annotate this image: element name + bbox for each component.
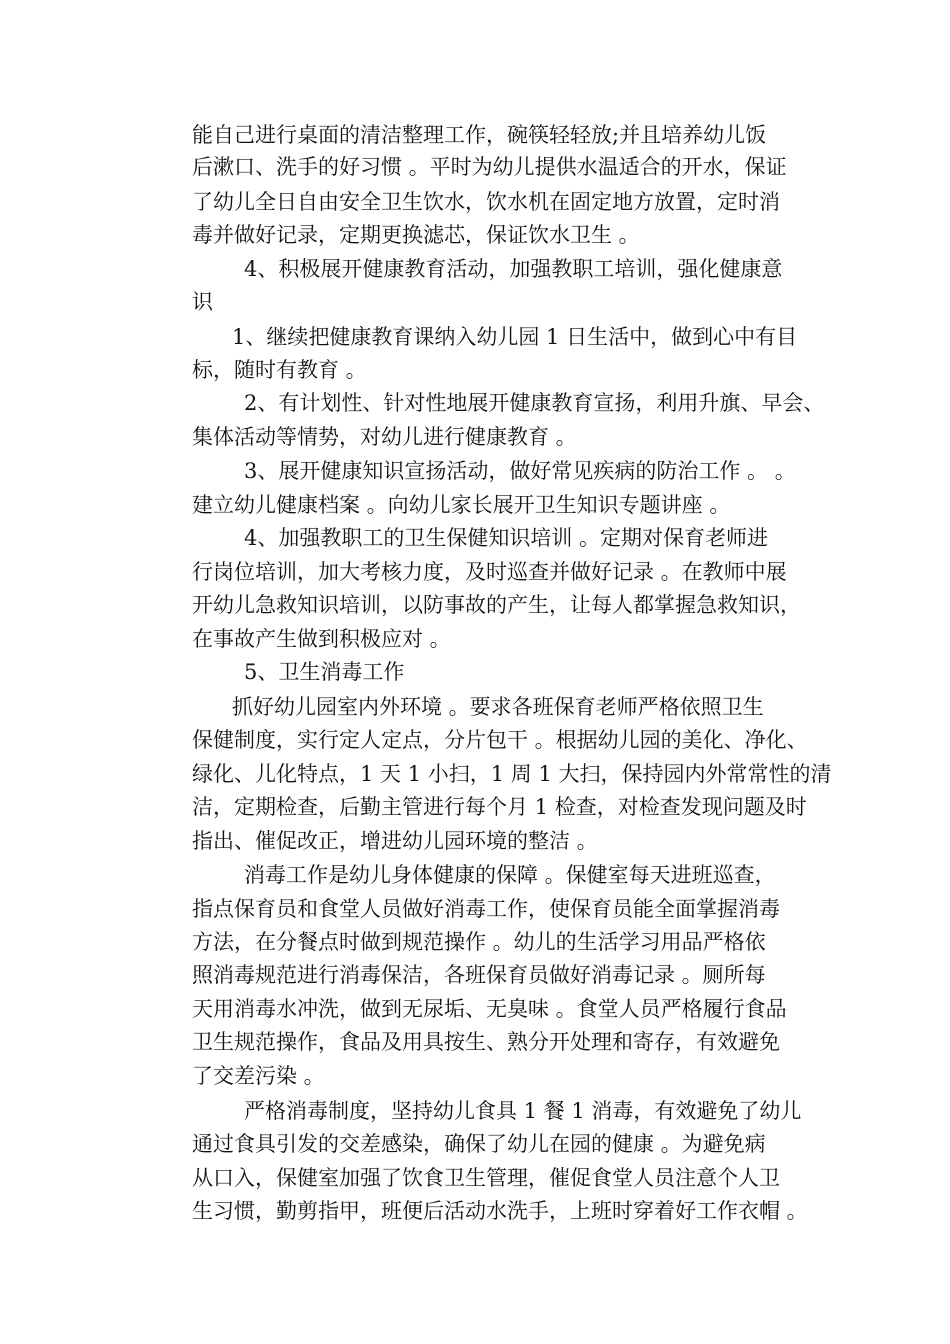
text-line: 识 bbox=[192, 290, 213, 314]
section-heading: 5、卫生消毒工作 bbox=[244, 660, 405, 684]
text-line: 4、加强教职工的卫生保健知识培训 。定期对保育老师进 bbox=[244, 526, 769, 550]
text-line: 卫生规范操作，食品及用具按生、熟分开处理和寄存，有效避免 bbox=[192, 1030, 780, 1054]
text-line: 洁，定期检查，后勤主管进行每个月 1 检查，对检查发现问题及时 bbox=[192, 795, 807, 819]
text-line: 建立幼儿健康档案 。向幼儿家长展开卫生知识专题讲座 。 bbox=[192, 493, 731, 517]
text-line: 毒并做好记录，定期更换滤芯，保证饮水卫生 。 bbox=[192, 223, 640, 247]
text-line: 1、继续把健康教育课纳入幼儿园 1 日生活中，做到心中有目 bbox=[232, 325, 798, 349]
text-line: 开幼儿急救知识培训，以防事故的产生，让每人都掌握急救知识， bbox=[192, 593, 801, 617]
text-line: 指出、催促改正，增进幼儿园环境的整洁 。 bbox=[192, 829, 598, 853]
text-line: 了交差污染 。 bbox=[192, 1064, 325, 1088]
text-line: 行岗位培训，加大考核力度，及时巡查并做好记录 。在教师中展 bbox=[192, 560, 787, 584]
text-line: 指点保育员和食堂人员做好消毒工作，使保育员能全面掌握消毒 bbox=[192, 897, 780, 921]
section-heading: 4、积极展开健康教育活动，加强教职工培训，强化健康意 bbox=[244, 257, 783, 281]
text-line: 后漱口、洗手的好习惯 。平时为幼儿提供水温适合的开水，保证 bbox=[192, 155, 787, 179]
text-line: 标，随时有教育 。 bbox=[192, 358, 367, 382]
text-line: 消毒工作是幼儿身体健康的保障 。保健室每天进班巡查， bbox=[244, 863, 776, 887]
text-line: 照消毒规范进行消毒保洁，各班保育员做好消毒记录 。厕所每 bbox=[192, 963, 766, 987]
text-line: 从口入，保健室加强了饮食卫生管理，催促食堂人员注意个人卫 bbox=[192, 1166, 780, 1190]
text-line: 能自己进行桌面的清洁整理工作，碗筷轻轻放;并且培养幼儿饭 bbox=[192, 123, 767, 147]
text-line: 了幼儿全日自由安全卫生饮水，饮水机在固定地方放置，定时消 bbox=[192, 190, 780, 214]
text-line: 生习惯，勤剪指甲，班便后活动水洗手，上班时穿着好工作衣帽 。 bbox=[192, 1199, 808, 1223]
text-line: 2、有计划性、针对性地展开健康教育宣扬，利用升旗、早会、 bbox=[244, 391, 825, 415]
text-line: 保健制度，实行定人定点，分片包干 。根据幼儿园的美化、净化、 bbox=[192, 728, 808, 752]
text-line: 方法，在分餐点时做到规范操作 。幼儿的生活学习用品严格依 bbox=[192, 930, 766, 954]
text-line: 集体活动等情势，对幼儿进行健康教育 。 bbox=[192, 425, 577, 449]
text-line: 天用消毒水冲洗，做到无尿垢、无臭味 。食堂人员严格履行食品 bbox=[192, 997, 787, 1021]
text-line: 抓好幼儿园室内外环境 。要求各班保育老师严格依照卫生 bbox=[232, 695, 764, 719]
text-line: 绿化、儿化特点，1 天 1 小扫，1 周 1 大扫，保持园内外常常性的清 bbox=[192, 762, 832, 786]
text-line: 在事故产生做到积极应对 。 bbox=[192, 627, 451, 651]
text-line: 通过食具引发的交差感染，确保了幼儿在园的健康 。为避免病 bbox=[192, 1132, 766, 1156]
text-line: 严格消毒制度，坚持幼儿食具 1 餐 1 消毒，有效避免了幼儿 bbox=[244, 1099, 802, 1123]
text-line: 3、展开健康知识宣扬活动，做好常见疾病的防治工作 。 。 bbox=[244, 459, 796, 483]
